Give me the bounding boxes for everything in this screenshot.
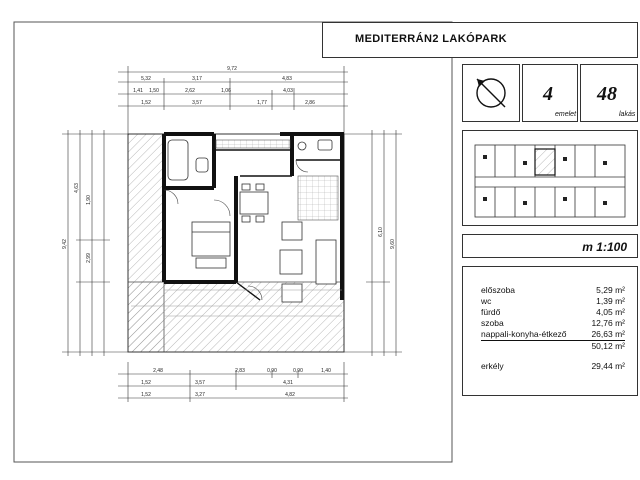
dim-label: 1,50 [149, 88, 159, 94]
area-value: 26,63 m² [591, 329, 625, 339]
kitchen-counter [216, 140, 290, 148]
dim-label: 2,86 [305, 100, 315, 106]
area-total: 50,12 m² [591, 341, 625, 351]
dim-label: 0,90 [293, 368, 303, 374]
dim-label: 3,17 [192, 76, 202, 82]
area-name: wc [481, 296, 492, 306]
north-arrow-box [462, 64, 520, 122]
balcony-name: erkély [481, 361, 504, 371]
dim-label: 1,06 [221, 88, 231, 94]
dim-label: 1,90 [86, 195, 92, 205]
dim-label: 9,42 [62, 239, 68, 249]
area-name: nappali-konyha-étkező [481, 329, 567, 339]
dim-label: 1,52 [141, 392, 151, 398]
dim-label: 1,40 [321, 368, 331, 374]
dim-label: 1,52 [141, 100, 151, 106]
apartment-label: lakás [619, 111, 636, 118]
area-row [481, 307, 625, 318]
floor-label: emelet [555, 111, 577, 118]
dim-label: 3,57 [195, 380, 205, 386]
dim-label: 1,41 [133, 88, 143, 94]
area-row [481, 285, 625, 296]
area-name: fürdő [481, 307, 501, 317]
dim-label: 9,60 [390, 239, 396, 249]
scale-box [462, 234, 638, 258]
floor-box [522, 64, 578, 122]
area-total-row [481, 341, 625, 352]
area-value: 12,76 m² [591, 318, 625, 328]
apartment-number: 48 [597, 83, 617, 105]
dim-label: 4,83 [282, 76, 292, 82]
kitchen-island [298, 176, 338, 220]
area-name: előszoba [481, 285, 516, 295]
balcony-row [481, 361, 625, 372]
dim-label: 2,83 [235, 368, 245, 374]
area-table [462, 266, 638, 396]
area-row [481, 296, 625, 307]
dining-table [240, 184, 268, 222]
area-name: szoba [481, 318, 504, 328]
dim-label: 2,99 [86, 253, 92, 263]
dim-label: 1,52 [141, 380, 151, 386]
scale-label: m 1:100 [582, 240, 627, 254]
bed [192, 222, 230, 268]
floor-number: 4 [543, 83, 553, 105]
project-title: MEDITERRÁN2 LAKÓPARK [355, 33, 508, 45]
dim-label: 4,31 [283, 380, 293, 386]
left-dimension-lines [62, 130, 128, 356]
area-value: 4,05 m² [596, 307, 625, 317]
area-value: 1,39 m² [596, 296, 625, 306]
apartment-box [580, 64, 638, 122]
key-plan-drawing [463, 131, 637, 225]
area-value: 5,29 m² [596, 285, 625, 295]
balcony-value: 29,44 m² [591, 361, 625, 371]
dim-label: 3,57 [192, 100, 202, 106]
dim-label: 6,10 [378, 227, 384, 237]
project-title-box [322, 22, 638, 58]
area-row [481, 318, 625, 329]
dim-label: 0,90 [267, 368, 277, 374]
north-arrow-icon [463, 65, 519, 121]
dim-label: 3,27 [195, 392, 205, 398]
dim-label: 5,32 [141, 76, 151, 82]
dim-label: 2,48 [153, 368, 163, 374]
dim-top-overall: 9,72 [227, 66, 237, 72]
dim-label: 4,63 [74, 183, 80, 193]
area-row [481, 329, 625, 341]
dim-label: 4,82 [285, 392, 295, 398]
dim-label: 1,77 [257, 100, 267, 106]
dim-label: 4,03 [283, 88, 293, 94]
dim-label: 2,62 [185, 88, 195, 94]
key-plan-box [462, 130, 638, 226]
